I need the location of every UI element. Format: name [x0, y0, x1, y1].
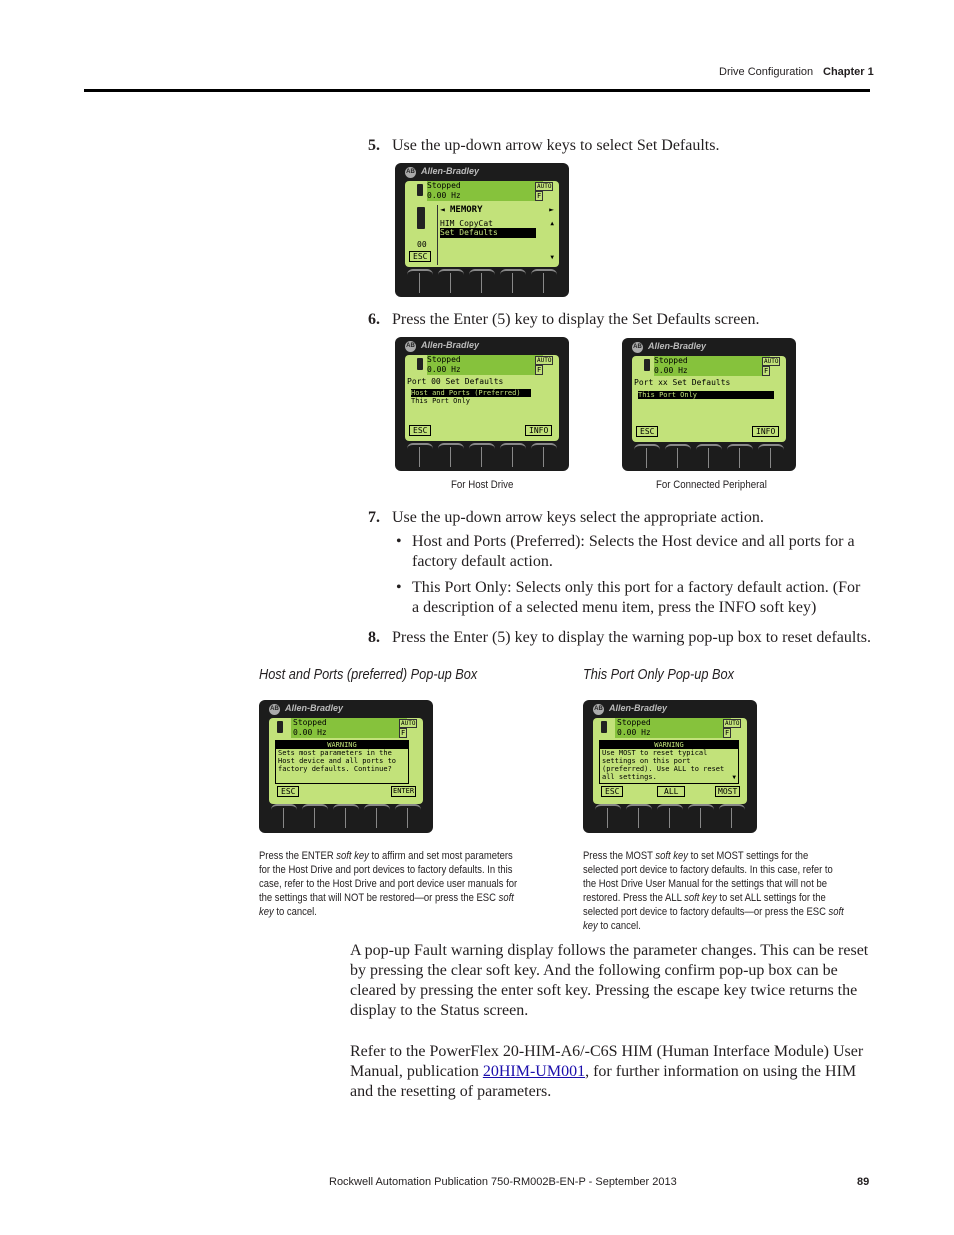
screen-title: Port 00 Set Defaults — [407, 377, 504, 386]
footer-publication: Rockwell Automation Publication 750-RM002B-EN-P - September 2013 — [329, 1176, 677, 1188]
drive-status-icon — [601, 721, 607, 733]
brand-label: Allen-Bradley — [421, 166, 480, 176]
brand-label: Allen-Bradley — [609, 703, 668, 713]
running-header-chapter: Chapter 1 — [823, 66, 874, 78]
page-number: 89 — [857, 1176, 870, 1188]
status-text: Stopped — [427, 181, 461, 190]
status-text: Stopped — [617, 718, 651, 727]
option-this-port-only[interactable]: This Port Only — [638, 391, 774, 399]
paragraph-reference: Refer to the PowerFlex 20-HIM-A6/-C6S HIM (Human Interface Module) User Manual, publication 20HIM-UM001, for further information on using the HIM and the resetting of parameters. — [350, 1043, 864, 1100]
port-number: 00 — [417, 240, 427, 249]
popup-title-port: This Port Only Pop-up Box — [583, 666, 734, 683]
option-host-and-ports[interactable]: Host and Ports (Preferred) — [411, 389, 531, 397]
status-text: Stopped — [293, 718, 327, 727]
scroll-up-icon: ▲ — [550, 220, 554, 227]
him-port-warning-screen — [583, 700, 757, 833]
frequency-text: 0.00 Hz — [617, 728, 651, 737]
esc-soft-key[interactable]: ESC — [601, 786, 623, 797]
esc-soft-key[interactable]: ESC — [409, 425, 431, 436]
him-peripheral-defaults-screen — [622, 338, 796, 471]
step-5: 5. Use the up-down arrow keys to select Set Defaults. — [368, 137, 720, 154]
him-host-warning-screen — [259, 700, 433, 833]
drive-status-icon — [644, 359, 650, 371]
drive-status-icon — [417, 358, 423, 370]
fo-badge: F — [401, 729, 406, 737]
brand-label: Allen-Bradley — [285, 703, 344, 713]
drive-status-icon — [277, 721, 283, 733]
all-soft-key[interactable]: ALL — [657, 786, 685, 797]
scroll-down-icon: ▼ — [732, 774, 736, 781]
auto-badge: AUTO — [725, 720, 740, 727]
warning-message: Use MOST to reset typical settings on this port (preferred). Use ALL to reset all settings. — [602, 749, 725, 781]
memory-folder-label: MEMORY — [450, 205, 483, 215]
drive-status-icon — [417, 184, 423, 196]
paragraph-fault-warning: A pop-up Fault warning display follows the parameter changes. This can be reset by pressing the clear soft key. And the following confirm pop-up box can be cleared by pressing the enter soft key. Pressing the escape key twice returns the display to the Status screen. — [350, 942, 869, 1019]
frequency-text: 0.00 Hz — [427, 365, 461, 374]
warning-message: Sets most parameters in the Host device and all ports to factory defaults. Continue? — [278, 749, 397, 773]
fo-badge: F — [537, 366, 542, 374]
esc-soft-key[interactable]: ESC — [636, 426, 658, 437]
note-port-popup: Press the MOST soft key to set MOST settings for the selected port device to factory defaults. In this case, refer to the Host Drive User Manual for the settings that will not be restored. Press the ALL soft key to set ALL settings for the selected port device to factory defaults—or press the ESC soft key to cancel. — [583, 850, 844, 932]
him-host-defaults-screen — [395, 337, 569, 471]
screen-title: Port xx Set Defaults — [634, 378, 731, 387]
popup-title-host: Host and Ports (preferred) Pop-up Box — [259, 666, 478, 683]
info-soft-key[interactable]: INFO — [525, 425, 552, 436]
warning-popup — [275, 740, 409, 784]
left-arrow-icon: ◄ — [440, 205, 445, 214]
info-soft-key[interactable]: INFO — [752, 426, 779, 437]
ab-logo: AB — [632, 342, 643, 353]
scroll-down-icon: ▼ — [550, 254, 554, 261]
menu-item-copycat: HIM CopyCat — [440, 219, 493, 228]
warning-title: WARNING — [276, 741, 408, 749]
frequency-text: 0.00 Hz — [654, 366, 688, 375]
frequency-text: 0.00 Hz — [293, 728, 327, 737]
ab-logo: AB — [405, 341, 416, 352]
auto-badge: AUTO — [537, 183, 552, 190]
header-rule — [84, 89, 870, 92]
fo-badge: F — [537, 192, 542, 200]
warning-popup — [599, 740, 739, 784]
port-icon — [417, 207, 425, 229]
auto-badge: AUTO — [764, 358, 779, 365]
note-host-popup: Press the ENTER soft key to affirm and set most parameters for the Host Drive and port devices to factory defaults. In this case, refer to the Host Drive and port device user manuals for the settings that will NOT be restored—or press the ESC soft key to cancel. — [259, 850, 518, 918]
caption-host-drive: For Host Drive — [451, 479, 514, 491]
auto-badge: AUTO — [537, 357, 552, 364]
most-soft-key[interactable]: MOST — [715, 786, 740, 797]
status-text: Stopped — [654, 356, 688, 365]
esc-soft-key[interactable]: ESC — [409, 251, 431, 262]
fo-badge: F — [725, 729, 730, 737]
brand-label: Allen-Bradley — [421, 340, 480, 350]
brand-label: Allen-Bradley — [648, 341, 707, 351]
him-memory-screen — [395, 163, 569, 297]
enter-soft-key[interactable]: ENTER — [393, 787, 415, 795]
frequency-text: 0.00 Hz — [427, 191, 461, 200]
fo-badge: F — [764, 367, 769, 375]
warning-title: WARNING — [600, 741, 738, 749]
running-header-section: Drive Configuration — [719, 66, 814, 78]
ab-logo: AB — [593, 704, 604, 715]
option-this-port-only[interactable]: This Port Only — [411, 397, 471, 405]
esc-soft-key[interactable]: ESC — [277, 786, 299, 797]
right-arrow-icon: ► — [549, 205, 554, 214]
step-8: 8. Press the Enter (5) key to display the warning pop-up box to reset defaults. — [368, 629, 871, 646]
step-6: 6. Press the Enter (5) key to display the Set Defaults screen. — [368, 311, 760, 328]
status-text: Stopped — [427, 355, 461, 364]
ab-logo: AB — [405, 167, 416, 178]
step-7: 7. Use the up-down arrow keys select the appropriate action. — [368, 509, 764, 526]
publication-link[interactable]: 20HIM-UM001 — [482, 1063, 586, 1080]
menu-item-set-defaults: Set Defaults — [440, 228, 536, 238]
caption-peripheral: For Connected Peripheral — [656, 479, 767, 491]
ab-logo: AB — [269, 704, 280, 715]
auto-badge: AUTO — [401, 720, 416, 727]
